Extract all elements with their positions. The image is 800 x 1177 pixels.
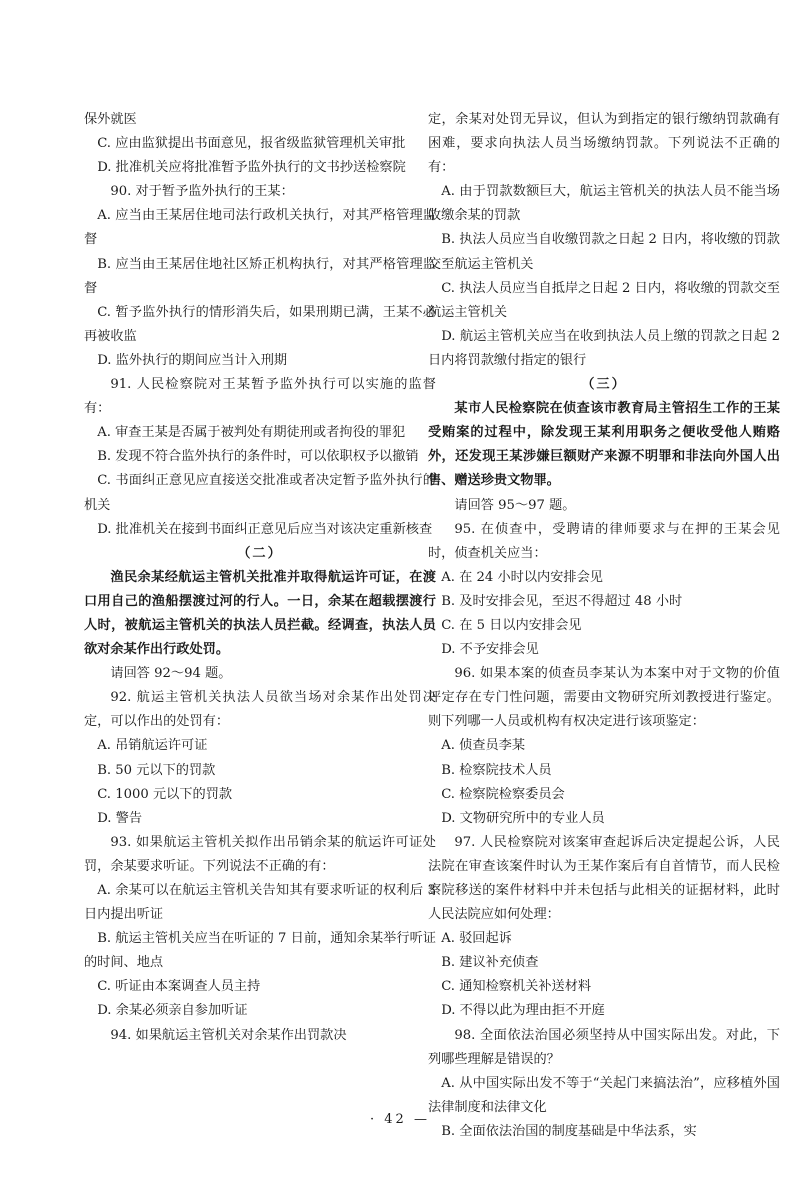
question-98-option-a: A. 从中国实际出发不等于“关起门来搞法治”，应移植外国法律制度和法律文化 [428,1075,780,1115]
question-90-option-c: C. 暂予监外执行的情形消失后，如果刑期已满，王某不必再被收监 [84,304,436,344]
question-96: 96. 如果本案的侦查员李某认为本案中对于文物的价值评定存在专门性问题，需要由文物研究所刘教授进行鉴定。则下列哪一人员或机构有权决定进行该项鉴定： [428,666,780,730]
question-93-option-c: C. 听证由本案调查人员主持 [97,979,261,995]
question-94-option-c: C. 执法人员应当自抵岸之日起 2 日内，将收缴的罚款交至航运主管机关 [428,280,780,320]
question-92-option-b: B. 50 元以下的罚款 [97,762,216,778]
question-96-option-a: A. 侦查员李某 [441,738,526,754]
question-94-continuation: 定，余某对处罚无异议，但认为到指定的银行缴纳罚款确有困难，要求向执法人员当场缴纳罚款。下列说法不正确的有： [428,112,780,176]
question-96-option-d: D. 文物研究所中的专业人员 [441,810,605,826]
continuation-text: 保外就医 [84,112,137,127]
question-98-option-b: B. 全面依法治国的制度基础是中华法系，实 [441,1123,697,1139]
option-d: D. 批准机关应将批准暂予监外执行的文书抄送检察院 [97,160,406,176]
question-91-option-b: B. 发现不符合监外执行的条件时，可以依职权予以撤销 [97,449,419,465]
question-95-option-a: A. 在 24 小时以内安排会见 [441,569,603,585]
question-92-option-a: A. 吊销航运许可证 [97,738,208,754]
question-97: 97. 人民检察院对该案审查起诉后决定提起公诉，人民法院在审查该案件时认为王某作案后有自首情节，而人民检察院移送的案件材料中并未包括与此相关的证据材料，此时人民法院应如何处理： [428,834,780,923]
question-98: 98. 全面依法治国必须坚持从中国实际出发。对此，下列哪些理解是错误的？ [428,1027,780,1067]
section-heading-2: （二） [237,545,283,561]
question-95-option-b: B. 及时安排会见，至迟不得超过 48 小时 [441,593,683,609]
question-90: 90. 对于暂予监外执行的王某： [110,184,294,200]
question-93: 93. 如果航运主管机关拟作出吊销余某的航运许可证处罚，余某要求听证。下列说法不正确的有： [84,834,436,874]
left-column [84,108,436,1048]
question-97-option-c: C. 通知检察机关补送材料 [441,979,592,995]
question-92-option-c: C. 1000 元以下的罚款 [97,786,233,802]
right-column [428,108,780,1144]
question-95-option-d: D. 不予安排会见 [441,642,539,658]
case-2-intro: 请回答 92～94 题。 [110,666,232,682]
case-description-2: 渔民余某经航运主管机关批准并取得航运许可证，在渡口用自己的渔船摆渡过河的行人。一日，余某在超载摆渡行人时，被航运主管机关的执法人员拦截。经调查，执法人员欲对余某作出行政处罚。 [84,569,436,658]
case-description-3: 某市人民检察院在侦查该市教育局主管招生工作的王某受贿案的过程中，除发现王某利用职务之便收受他人贿赂外，还发现王某涉嫌巨额财产来源不明罪和非法向外国人出售、赠送珍贵文物罪。 [428,401,780,489]
question-93-option-b: B. 航运主管机关应当在听证的 7 日前，通知余某举行听证的时间、地点 [84,931,436,971]
question-97-option-b: B. 建议补充侦查 [441,955,539,971]
question-93-option-a: A. 余某可以在航运主管机关告知其有要求听证的权利后 3 日内提出听证 [84,883,436,923]
question-90-option-a: A. 应当由王某居住地司法行政机关执行，对其严格管理监督 [84,208,436,248]
question-91: 91. 人民检察院对王某暂予监外执行可以实施的监督有： [84,377,436,417]
question-90-option-d: D. 监外执行的期间应当计入刑期 [97,352,288,368]
question-90-option-b: B. 应当由王某居住地社区矫正机构执行，对其严格管理监督 [84,256,436,296]
question-91-option-a: A. 审查王某是否属于被判处有期徒刑或者拘役的罪犯 [97,425,406,441]
question-96-option-b: B. 检察院技术人员 [441,762,552,778]
question-97-option-d: D. 不得以此为理由拒不开庭 [441,1003,605,1019]
case-3-intro: 请回答 95～97 题。 [454,497,576,513]
page-number: · 42 — [370,1112,430,1127]
question-95-option-c: C. 在 5 日以内安排会见 [441,617,582,633]
question-92: 92. 航运主管机关执法人员欲当场对余某作出处罚决定，可以作出的处罚有： [84,690,436,730]
question-95: 95. 在侦查中，受聘请的律师要求与在押的王某会见时，侦查机关应当： [428,521,780,561]
question-93-option-d: D. 余某必须亲自参加听证 [97,1003,248,1019]
question-94-option-d: D. 航运主管机关应当在收到执法人员上缴的罚款之日起 2 日内将罚款缴付指定的银行 [428,328,780,368]
question-92-option-d: D. 警告 [97,810,143,826]
question-96-option-c: C. 检察院检察委员会 [441,786,565,802]
question-91-option-d: D. 批准机关在接到书面纠正意见后应当对该决定重新核查 [97,521,433,537]
question-94-option-a: A. 由于罚款数额巨大，航运主管机关的执法人员不能当场收缴余某的罚款 [428,184,780,224]
question-94-option-b: B. 执法人员应当自收缴罚款之日起 2 日内，将收缴的罚款交至航运主管机关 [428,232,780,272]
question-94: 94. 如果航运主管机关对余某作出罚款决 [110,1027,347,1043]
option-c: C. 应由监狱提出书面意见，报省级监狱管理机关审批 [97,136,406,152]
question-97-option-a: A. 驳回起诉 [441,931,512,947]
section-heading-3: （三） [581,377,627,393]
question-91-option-c: C. 书面纠正意见应直接送交批准或者决定暂予监外执行的机关 [84,473,436,513]
